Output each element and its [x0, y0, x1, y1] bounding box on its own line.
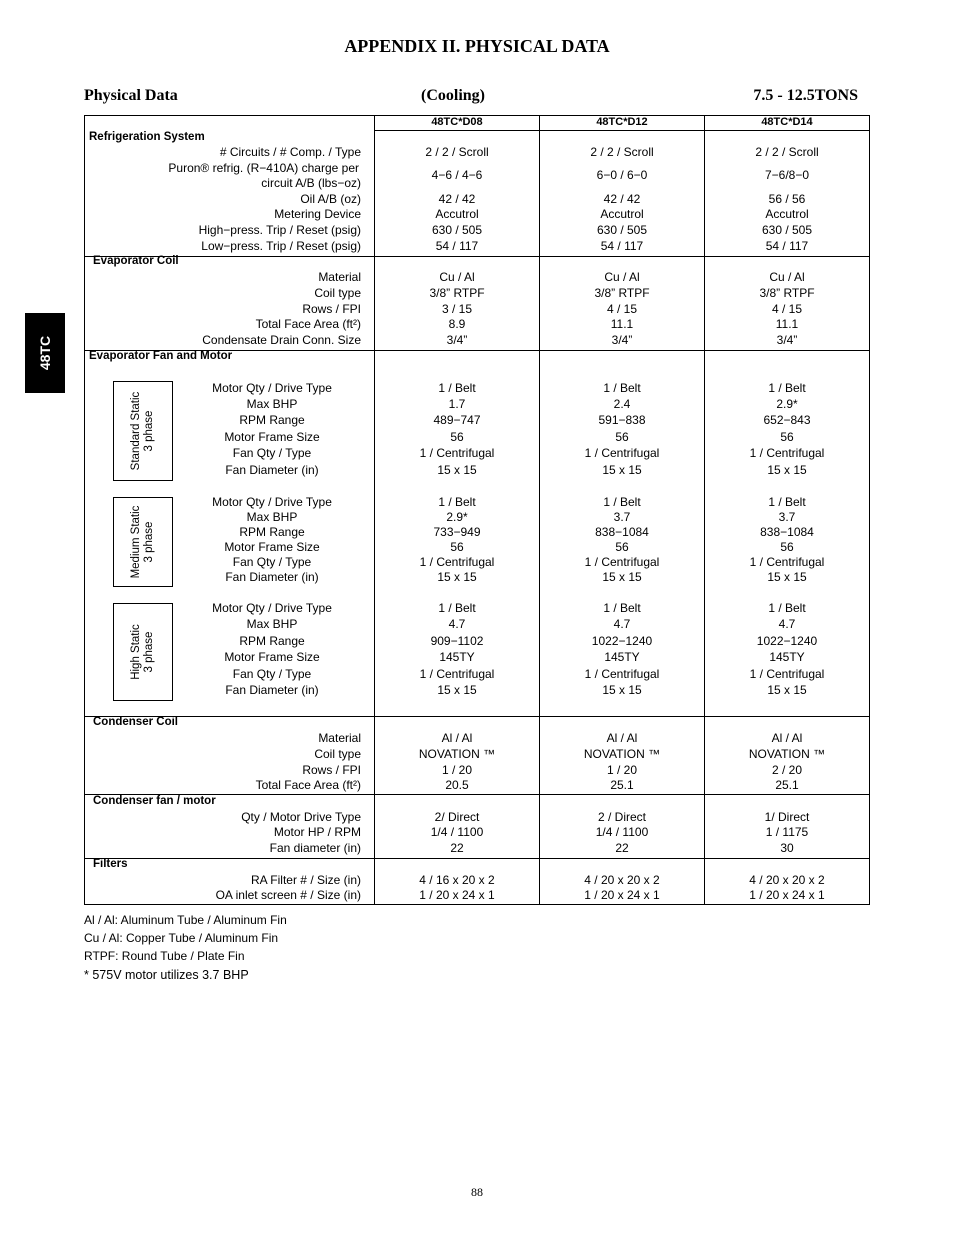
row-value: 25.1 [610, 778, 634, 792]
side-tab [25, 313, 65, 393]
row-value: 54 / 117 [600, 239, 644, 253]
row-value: NOVATION ™ [418, 747, 496, 761]
row-value: 1 / 20 [606, 763, 638, 777]
row-value: Accutrol [600, 207, 644, 221]
row-label: Qty / Motor Drive Type [241, 810, 361, 824]
row-value: 1 / 20 x 24 x 1 [749, 888, 825, 902]
note-2: Cu / Al: Copper Tube / Aluminum Fin [84, 931, 279, 945]
row-label: High−press. Trip / Reset (psig) [198, 223, 361, 237]
row-label: Coil type [314, 286, 361, 300]
section-title: Filters [93, 858, 128, 870]
static-group-label [130, 392, 156, 471]
row-value: 8.9 [448, 317, 466, 331]
row-value: 1 / 20 x 24 x 1 [419, 888, 495, 902]
physical-data-table [84, 115, 870, 905]
row-value: 3/4” [776, 333, 798, 347]
row-value: 1/4 / 1100 [595, 825, 649, 839]
row-value: NOVATION ™ [748, 747, 826, 761]
row-value: Cu / Al [769, 270, 805, 284]
row-value: 1 / Belt [603, 601, 641, 615]
row-value: Accutrol [765, 207, 809, 221]
row-value: 1 / 20 [441, 763, 473, 777]
row-value: 15 x 15 [437, 463, 477, 477]
fan-row-label: Motor Qty / Drive Type [212, 495, 332, 509]
row-value: 42 / 42 [603, 192, 641, 206]
row-value: 4.7 [448, 617, 466, 631]
row-value: 3.7 [778, 510, 796, 524]
row-value: 56 [615, 430, 629, 444]
row-value: 1 / Centrifugal [584, 446, 660, 460]
section-divider [85, 256, 869, 257]
fan-row-label: Fan Diameter (in) [225, 570, 319, 584]
row-value: 4.7 [613, 617, 631, 631]
row-value: 2 / Direct [597, 810, 646, 824]
row-value: 145TY [769, 650, 805, 664]
row-label: RA Filter # / Size (in) [250, 873, 361, 887]
note-4: * 575V motor utilizes 3.7 BHP [84, 968, 249, 982]
row-value: 1 / Centrifugal [749, 446, 825, 460]
row-label: Motor HP / RPM [273, 825, 361, 839]
row-value: 145TY [604, 650, 640, 664]
row-label: Material [318, 731, 361, 745]
row-value: 1/4 / 1100 [430, 825, 484, 839]
row-label: circuit A/B (lbs−oz) [261, 176, 361, 190]
row-value: Cu / Al [604, 270, 640, 284]
row-value: Al / Al [606, 731, 638, 745]
row-label: Rows / FPI [302, 763, 361, 777]
section-divider [85, 716, 869, 717]
fan-row-label: Motor Frame Size [224, 430, 320, 444]
static-group-phase: 3 phase [143, 521, 155, 563]
static-group-box [113, 497, 173, 587]
column-header: 48TC*D14 [761, 116, 813, 128]
fan-row-label: Motor Frame Size [224, 650, 320, 664]
row-value: 630 / 505 [761, 223, 813, 237]
row-value: 145TY [439, 650, 475, 664]
row-value: 1 / 1175 [765, 825, 809, 839]
row-value: 54 / 117 [435, 239, 479, 253]
row-value: 2 / 2 / Scroll [425, 145, 489, 159]
row-value: 25.1 [775, 778, 799, 792]
row-label: Coil type [314, 747, 361, 761]
fan-row-label: Fan Qty / Type [232, 446, 312, 460]
fan-row-label: Motor Qty / Drive Type [212, 381, 332, 395]
row-value: 20.5 [445, 778, 469, 792]
row-value: 1 / Belt [603, 495, 641, 509]
section-title: Evaporator Fan and Motor [89, 350, 233, 362]
row-value: 4 / 20 x 20 x 2 [584, 873, 660, 887]
section-title: Condenser Coil [93, 716, 178, 728]
row-value: 1 / Belt [438, 381, 476, 395]
row-value: 1 / Centrifugal [419, 446, 495, 460]
row-value: 3 / 15 [441, 302, 473, 316]
row-value: 4 / 15 [771, 302, 803, 316]
static-group-phase: 3 phase [143, 631, 155, 673]
row-value: 838−1084 [760, 525, 814, 539]
row-value: 15 x 15 [602, 683, 642, 697]
fan-row-label: Max BHP [246, 397, 298, 411]
row-value: 6−0 / 6−0 [596, 168, 648, 182]
row-value: 56 [615, 540, 629, 554]
row-value: 54 / 117 [765, 239, 809, 253]
row-value: 22 [450, 841, 464, 855]
row-value: 2 / 2 / Scroll [590, 145, 654, 159]
static-group-name: High Static [130, 624, 142, 680]
row-value: 56 [450, 540, 464, 554]
row-value: 30 [780, 841, 794, 855]
row-value: 2 / 2 / Scroll [755, 145, 819, 159]
row-value: 15 x 15 [602, 463, 642, 477]
static-group-name: Medium Static [130, 505, 142, 579]
row-value: 2.9* [446, 510, 468, 524]
row-value: 15 x 15 [767, 683, 807, 697]
row-value: 1 / 20 x 24 x 1 [584, 888, 660, 902]
header-right: 7.5 - 12.5TONS [753, 87, 858, 104]
row-value: 1 / Centrifugal [584, 555, 660, 569]
row-value: 591−838 [598, 413, 646, 427]
row-value: 489−747 [433, 413, 481, 427]
row-value: 56 [780, 540, 794, 554]
row-value: 1 / Centrifugal [584, 667, 660, 681]
row-value: 1022−1240 [756, 634, 818, 648]
row-value: 3/8” RTPF [429, 286, 485, 300]
row-value: 15 x 15 [767, 463, 807, 477]
row-label: OA inlet screen # / Size (in) [215, 888, 361, 902]
row-label: # Circuits / # Comp. / Type [219, 145, 361, 159]
row-value: 1/ Direct [764, 810, 810, 824]
static-group-box [113, 603, 173, 701]
static-group-phase: 3 phase [143, 410, 155, 452]
row-value: 3/8” RTPF [759, 286, 815, 300]
static-group-box [113, 381, 173, 481]
row-value: 630 / 505 [596, 223, 648, 237]
fan-row-label: Fan Diameter (in) [225, 683, 319, 697]
fan-row-label: RPM Range [239, 634, 305, 648]
row-value: 15 x 15 [437, 683, 477, 697]
fan-row-label: Fan Diameter (in) [225, 463, 319, 477]
fan-row-label: Fan Qty / Type [232, 555, 312, 569]
row-value: 1022−1240 [591, 634, 653, 648]
row-value: 630 / 505 [431, 223, 483, 237]
row-value: 1 / Centrifugal [419, 555, 495, 569]
row-value: 1 / Centrifugal [749, 667, 825, 681]
row-value: 22 [615, 841, 629, 855]
row-value: 652−843 [763, 413, 811, 427]
row-value: 4 / 20 x 20 x 2 [749, 873, 825, 887]
note-3: RTPF: Round Tube / Plate Fin [84, 949, 245, 963]
row-label: Material [318, 270, 361, 284]
fan-row-label: Fan Qty / Type [232, 667, 312, 681]
row-value: 4 / 16 x 20 x 2 [419, 873, 495, 887]
row-value: 3/8” RTPF [594, 286, 650, 300]
row-value: 11.1 [775, 317, 799, 331]
row-value: 3/4” [446, 333, 468, 347]
row-value: 2.4 [613, 397, 631, 411]
section-title: Evaporator Coil [93, 255, 179, 267]
header-center: (Cooling) [421, 87, 485, 104]
row-value: Accutrol [435, 207, 479, 221]
row-value: Al / Al [441, 731, 473, 745]
page-number: 88 [471, 1185, 483, 1199]
section-title: Refrigeration System [89, 131, 205, 143]
row-value: 1 / Centrifugal [419, 667, 495, 681]
note-1: Al / Al: Aluminum Tube / Aluminum Fin [84, 913, 287, 927]
row-value: 1 / Belt [768, 601, 806, 615]
page-title: APPENDIX II. PHYSICAL DATA [344, 36, 610, 56]
row-value: Cu / Al [439, 270, 475, 284]
row-label: Rows / FPI [302, 302, 361, 316]
row-value: 7−6/8−0 [764, 168, 810, 182]
fan-row-label: Motor Qty / Drive Type [212, 601, 332, 615]
column-header: 48TC*D12 [596, 116, 648, 128]
row-value: 733−949 [433, 525, 481, 539]
row-value: 3.7 [613, 510, 631, 524]
section-divider [85, 858, 869, 859]
row-value: 4.7 [778, 617, 796, 631]
row-value: 11.1 [610, 317, 634, 331]
header-row-divider [374, 130, 869, 131]
row-value: 1 / Belt [768, 495, 806, 509]
row-label: Low−press. Trip / Reset (psig) [201, 239, 361, 253]
fan-row-label: RPM Range [239, 413, 305, 427]
row-value: 4−6 / 4−6 [431, 168, 483, 182]
row-label: Puron® refrig. (R−410A) charge per [168, 161, 359, 175]
header-left: Physical Data [84, 87, 178, 104]
row-label: Oil A/B (oz) [300, 192, 361, 206]
row-value: 1 / Belt [768, 381, 806, 395]
row-value: Al / Al [771, 731, 803, 745]
row-value: 1.7 [448, 397, 466, 411]
row-value: 1 / Centrifugal [749, 555, 825, 569]
static-group-label [130, 624, 156, 680]
row-value: 56 [450, 430, 464, 444]
fan-row-label: Max BHP [246, 510, 298, 524]
row-label: Condensate Drain Conn. Size [202, 333, 361, 347]
row-value: 1 / Belt [438, 601, 476, 615]
row-value: 56 / 56 [768, 192, 806, 206]
static-group-label [130, 506, 156, 579]
row-value: 42 / 42 [438, 192, 476, 206]
row-value: 15 x 15 [767, 570, 807, 584]
side-tab-label: 48TC [37, 335, 53, 371]
row-label: Metering Device [274, 207, 361, 221]
static-group-name: Standard Static [130, 391, 142, 471]
row-value: 3/4” [611, 333, 633, 347]
row-value: 909−1102 [430, 634, 484, 648]
row-value: 15 x 15 [437, 570, 477, 584]
row-value: 2/ Direct [434, 810, 480, 824]
row-label: Total Face Area (ft²) [255, 778, 361, 792]
section-title: Condenser fan / motor [93, 795, 216, 807]
row-value: 1 / Belt [603, 381, 641, 395]
row-value: 15 x 15 [602, 570, 642, 584]
fan-row-label: RPM Range [239, 525, 305, 539]
row-label: Total Face Area (ft²) [255, 317, 361, 331]
fan-row-label: Max BHP [246, 617, 298, 631]
column-header: 48TC*D08 [431, 116, 483, 128]
row-value: 2 / 20 [771, 763, 803, 777]
row-value: 2.9* [776, 397, 798, 411]
row-value: NOVATION ™ [583, 747, 661, 761]
row-label: Fan diameter (in) [269, 841, 361, 855]
row-value: 838−1084 [595, 525, 649, 539]
fan-row-label: Motor Frame Size [224, 540, 320, 554]
row-value: 1 / Belt [438, 495, 476, 509]
row-value: 4 / 15 [606, 302, 638, 316]
row-value: 56 [780, 430, 794, 444]
